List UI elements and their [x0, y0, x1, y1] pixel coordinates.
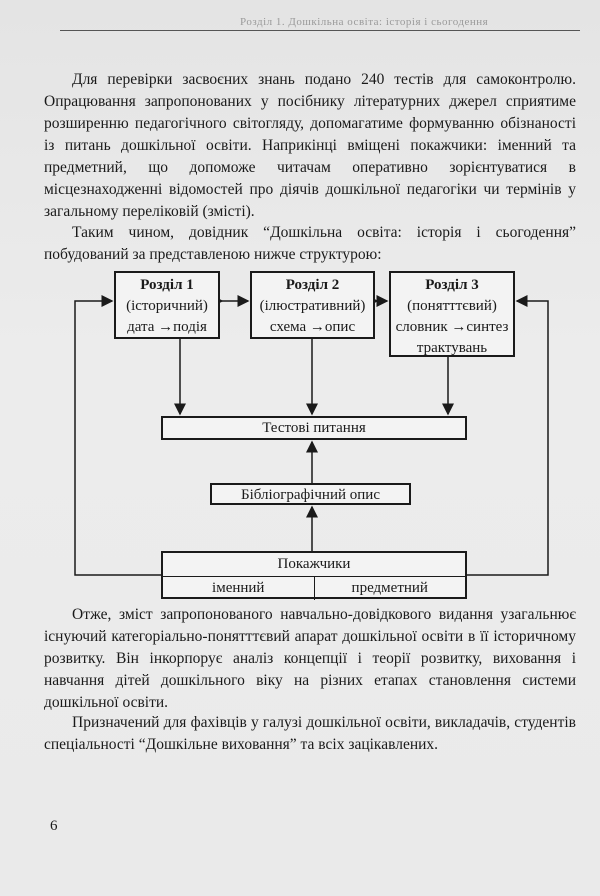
section-1-line: дата →подія	[127, 319, 207, 335]
section-2-subtitle: (ілюстративний)	[259, 298, 366, 314]
indexes-title: Покажчики	[163, 553, 465, 577]
arrow-index-sec1-loop	[75, 301, 161, 575]
section-3-line2: трактувань	[416, 340, 488, 356]
bibliography-label: Бібліографічний опис	[241, 487, 380, 503]
diagram-section-2-box	[250, 271, 375, 339]
paragraph-audience: Призначений для фахівців у галузі дошкільної освіти, викладачів, студентів спеціальності “Дошкільне виховання” та всіх зацікавлених.	[44, 714, 576, 753]
section-1-subtitle: (історичний)	[126, 298, 208, 314]
diagram-tests-box	[161, 416, 467, 440]
section-1-title: Розділ 1	[140, 277, 194, 293]
running-header-title: Розділ 1. Дошкільна освіта: історія і сьогодення	[240, 16, 489, 28]
index-subject-label: предметний	[351, 580, 428, 596]
section-2-title: Розділ 2	[285, 277, 340, 293]
section-3-line: словник →синтез	[395, 319, 509, 335]
diagram-section-1-box	[114, 271, 220, 339]
section-3-subtitle: (понятттєвий)	[407, 298, 497, 314]
indexes-row	[163, 577, 465, 600]
page-number: 6	[50, 818, 58, 834]
index-name-label: іменний	[212, 580, 265, 596]
paragraph-tests-intro: Для перевірки засвоєних знань подано 240 тестів для самоконтролю. Опрацювання запропонованих у посібнику літературних джерел сприятиме розширенню педагогічного світогляду, допомагатиме формуванню обізнаності із питань дошкільної освіти. Наприкінці вміщені покажчики: іменний та предметний, що допоможе читачам оперативно зорієнтуватися в місцезнаходженні відомостей про діячів дошкільної педагогіки чи термінів у загальному переліковій (змісті).	[44, 71, 576, 220]
tests-label: Тестові питання	[262, 420, 366, 436]
section-2-line: схема →опис	[269, 319, 356, 335]
paragraph-structure-intro: Таким чином, довідник “Дошкільна освіта: історія і сьогодення” побудований за представленою нижче структурою:	[44, 224, 576, 263]
diagram-section-3-box	[389, 271, 515, 357]
section-3-title: Розділ 3	[425, 277, 479, 293]
paragraph-summary: Отже, зміст запропонованого навчально-довідкового видання узагальнює існуючий категоріально-понятттєвий апарат дошкільної освіти в її історичному розвитку. Він інкорпорує аналіз концепції і теорії розвитку, виховання і навчання дітей дошкільного віку на різних етапах становлення системи дошкільної освіти.	[44, 606, 576, 711]
running-header	[60, 10, 580, 31]
diagram-indexes-box	[161, 551, 467, 599]
diagram-bibliography-box	[210, 483, 411, 505]
